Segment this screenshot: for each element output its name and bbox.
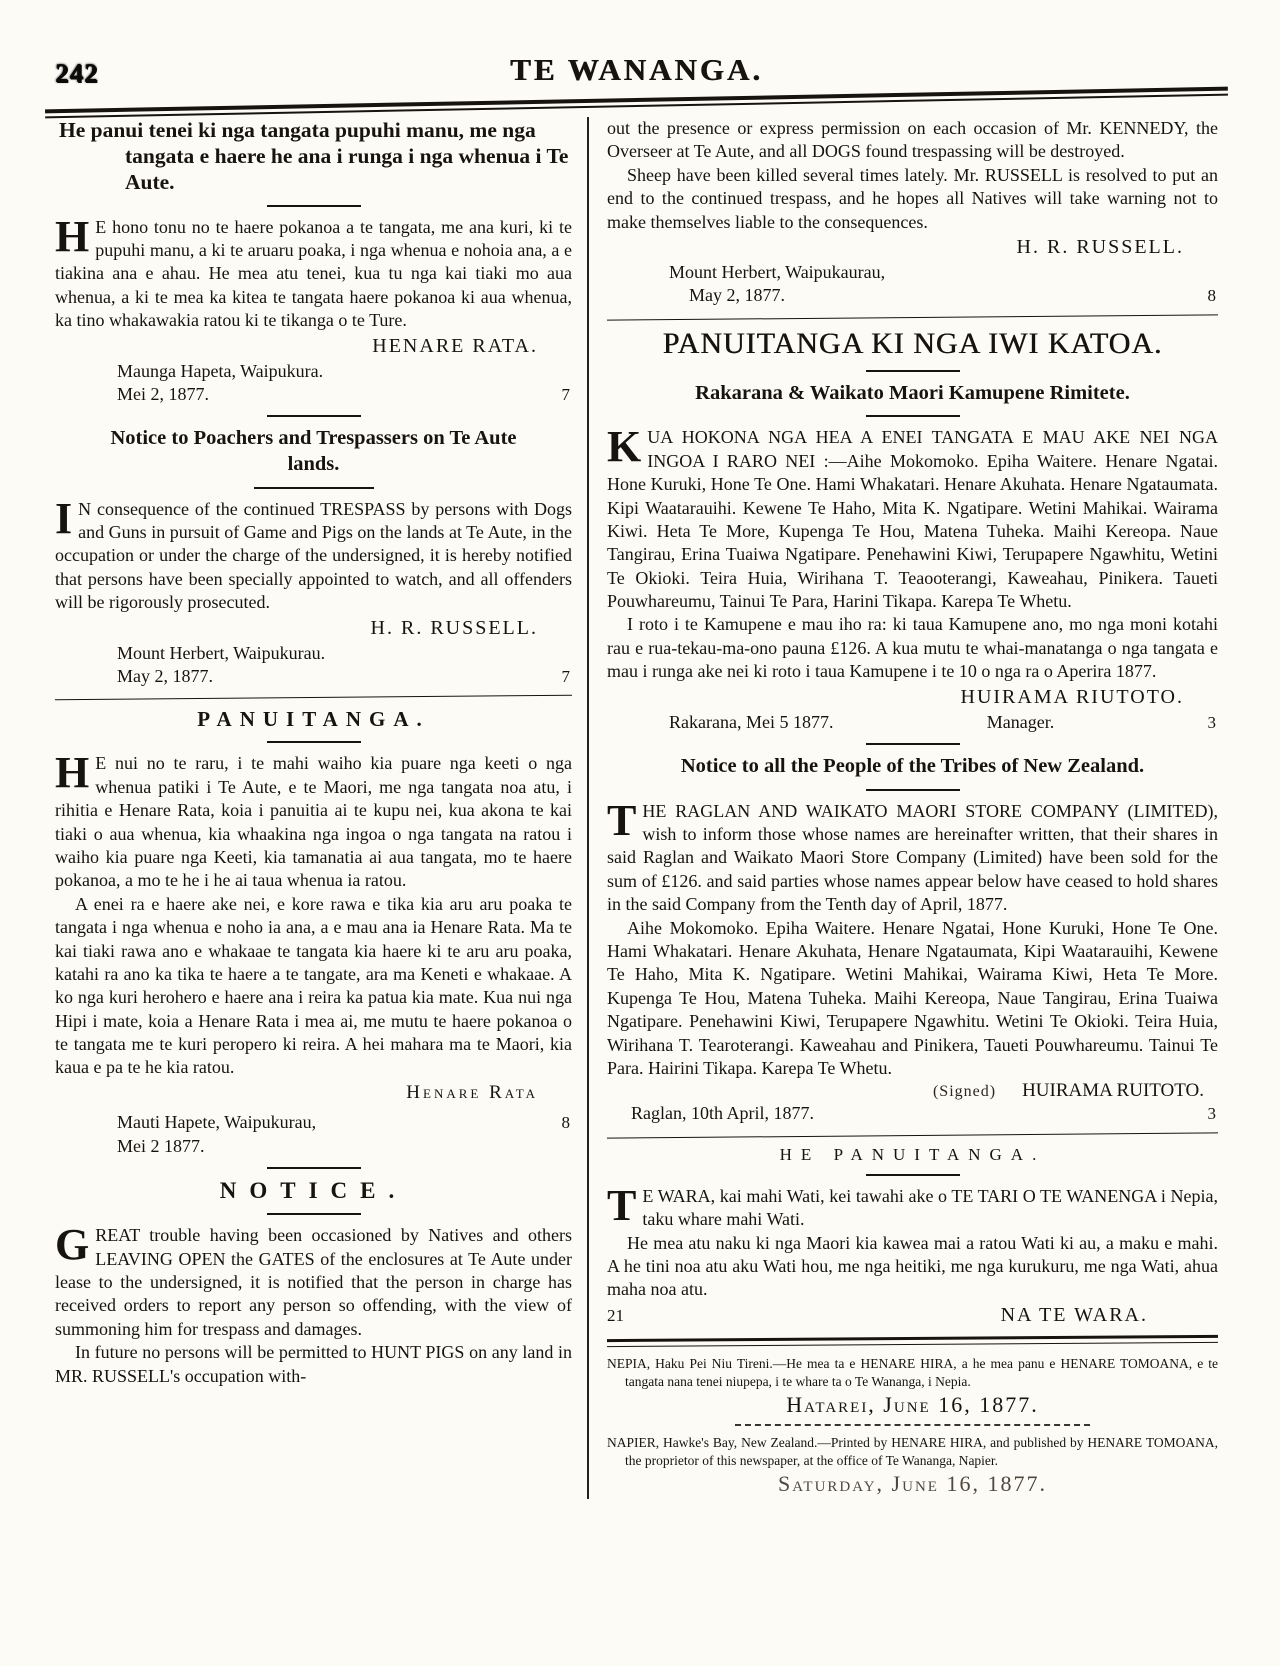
drop-cap: T — [607, 795, 637, 845]
article-notice — [55, 1178, 572, 1388]
article-notice-continued — [607, 117, 1218, 308]
article-body — [607, 795, 1218, 917]
signature: HUIRAMA RUITOTO. — [1022, 1080, 1204, 1102]
body-text: E nui no te raru, i te mahi waiho kia puare nga keeti o nga whenua patiki i Te Aute, e te Maori, me nga tangata noa atu, i rihitia e Henare Rata, koia i panuitia ai te kupu nei, kua akona te kai tiaki o aua whenua, kia whaakina nga ingoa o nga tangata na ratou i waiho kia puare nga Keeti, kia tamanatia ai aua tangata, mo te haere pokanoa, a mo te he i he ai taua whenua ia ratou. — [55, 753, 572, 891]
section-rule — [267, 1213, 361, 1215]
section-rule — [866, 1174, 960, 1176]
place-line: Mount Herbert, Waipukaurau, — [669, 261, 886, 282]
article-body: Aihe Mokomoko. Epiha Waitere. Henare Ngatai, Hone Kuruki, Hone Te One. Hami Whakatari. Henare Akuhata, Henare Ngataumata, Kipi Waatarauihi, Kewene Te Haho, Mita K. Ngatipare. Wetini Mahikai, Wairama Kiwi, Heta Te More. Kupenga Te Hou, Matena Tuheka. Maihi Kereopa, Naue Tangirau, Erina Tuaiwa Ngatipare. Penehawini Kiwi, Terupapere Ngawhitu. Wetini Te Okioki. Teira Huia, Wirihana T. Tearoterangi. Kaweahau and Pinikera, Taueti Pouwhareumu. Tainui Te Para. Hairini Tikapa. Karepa Te Whetu. — [607, 917, 1218, 1078]
article-he-panuitanga — [607, 1145, 1218, 1329]
signature: HUIRAMA RIUTOTO. — [960, 685, 1184, 708]
article-heading: Notice to Poachers and Trespassers on Te Aute lands. — [110, 427, 517, 476]
body-text: E hono tonu no te haere pokanoa a te tangata, me ana kuri, ki te pupuhi manu, a ki te aruaru poaka, i nga whenua e nohoia ana, a e tiakina ana e ahau. He mea atu tenei, kua tu nga kai tiaki mo aua whenua, a ki te mea ka kitea te tangata haere pokanoa ki aua whenua, ka tino whakawakia ratou ki te tikanga o te Ture. — [55, 216, 572, 331]
place-line: Mauti Hapete, Waipukurau, — [117, 1112, 317, 1133]
advert-ref: 3 — [1207, 1104, 1216, 1124]
article-body: Sheep have been killed several times lately. Mr. RUSSELL is resolved to put an end to the continued trespass, and he hopes all Natives will take warning not to make themselves liable to the consequences. — [607, 164, 1218, 232]
page-header — [55, 30, 1218, 96]
imprint-date-maori: Hatarei, June 16, 1877. — [786, 1392, 1039, 1418]
signature: NA TE WARA. — [1000, 1303, 1148, 1326]
article-body: In future no persons will be permitted to HUNT PIGS on any land in MR. RUSSELL's occupation with- — [55, 1342, 572, 1386]
date-line: Mei 2 1877. — [117, 1135, 205, 1156]
advert-ref: 8 — [1207, 286, 1216, 306]
column-rule — [607, 1132, 1218, 1138]
signature: Henare Rata — [406, 1081, 538, 1103]
place-row — [607, 1102, 1218, 1125]
article-body: I roto i te Kamupene e mau iho ra: ki taua Kamupene ano, mo nga moni kotahi rau e rua-tekau-ma-ono pauna £126. A kua mutu te whai-manatanga o nga tangata e mau i runga ake nei ki roto i taua Kamupene i te 10 o nga ra o Aperira 1877. — [607, 614, 1218, 682]
imprint-maori: NEPIA, Haku Pei Niu Tireni.—He mea ta e HENARE HIRA, a he mea panu e HENARE TOMOANA, e te tangata nana tenei niupepa, i te whare ta o Te Wananga, i Nepia. — [607, 1355, 1218, 1389]
section-rule — [866, 789, 960, 791]
article-body — [607, 1180, 1218, 1232]
section-rule — [267, 205, 361, 207]
body-text: E WARA, kai mahi Wati, kei tawahi ake o TE TARI O TE WANENGA i Nepia, taku whare mahi Wati. — [642, 1185, 1218, 1230]
place-row — [55, 1111, 572, 1134]
article-subheading: Rakarana & Waikato Maori Kamupene Rimitete. — [695, 381, 1130, 404]
place-line: Mount Herbert, Waipukurau. — [117, 642, 326, 663]
section-rule — [866, 415, 960, 417]
body-text: UA HOKONA NGA HEA A ENEI TANGATA E MAU AKE NEI NGA INGOA I RARO NEI :—Aihe Mokomoko. Epiha Waitere. Henare Ngatai. Hone Kuruki, Hone Te One. Hami Whakatari. Henare Akuhata. Henare Ngataumata. Kipi Waatarauihi. Kewene Te Haho, Mita K. Ngatipare. Wetini Mahikai. Wairama Kiwi. Heta Te More, Kupenga Te Hou, Matena Tuheka. Maihi Kereopa. Naue Tangirau, Erina Tuaiwa Ngatipare. Penehawini Kiwi, Terupapere Ngawhitu, Wetini Te Okioki. Teira Huia, Wirihana T. Teaooterangi, Kaweahau, Pinikera. Taueti Pouwhareumu, Tainui Te Para, Harini Tikapa. Karepa Te Whetu. — [607, 427, 1218, 612]
article-body — [55, 748, 572, 892]
article-heading: HE PANUITANGA. — [779, 1144, 1046, 1164]
article-body: out the presence or express permission on each occasion of Mr. KENNEDY, the Overseer at Te Aute, and all DOGS found trespassing will be destroyed. — [607, 118, 1218, 162]
place-line: Raglan, 10th April, 1877. — [631, 1103, 814, 1124]
signed-row — [607, 1080, 1218, 1102]
section-rule — [267, 1167, 361, 1169]
imprint-rule — [607, 1335, 1218, 1347]
article-body — [55, 1220, 572, 1341]
drop-cap: H — [55, 211, 90, 261]
column-rule — [55, 695, 572, 701]
advert-ref: 3 — [1207, 712, 1216, 732]
article-body: A enei ra e haere ake nei, e kore rawa e tika kia aru aru poaka te tangata i nga whenua e noho ia ana, a e mau ana ia Henare Rata. Ma te kai tiaki rawa ano e whakaae te tangata kia haere ki te aru aru poaka, katahi ra ano ka tika te haere a te tangate, ara ma Keneti e whakaae. A ko nga kuri herohero e haere ana i reira ka patua kia mate. Kua nui nga Hipi i mate, koia a Henare Rata i mea ai, me mutu te haere pokanoa o te tangata me te kuri peropero ki reira. A hei mahara ma te Maori, kia kaua e pa te he kia ratou. — [55, 893, 572, 1078]
drop-cap: K — [607, 422, 642, 472]
drop-cap: I — [55, 493, 73, 543]
date-line: Mei 2, 1877. — [117, 384, 209, 404]
drop-cap: T — [607, 1180, 637, 1230]
date-row — [55, 665, 572, 688]
right-column — [587, 117, 1218, 1499]
drop-cap: G — [55, 1220, 90, 1270]
place-line: Rakarana, Mei 5 1877. — [669, 711, 834, 732]
signature: H. R. RUSSELL. — [370, 616, 538, 639]
date-line: May 2, 1877. — [689, 285, 785, 306]
body-text: HE RAGLAN AND WAIKATO MAORI STORE COMPANY (LIMITED), wish to inform those whose names are hereinafter written, that their shares in said Raglan and Waikato Maori Store Company (Limited) have been sold for the sum of £126. and said parties whose names appear below have ceased to hold shares in the said Company from the Tenth day of April, 1877. — [607, 800, 1218, 915]
date-row — [607, 284, 1218, 307]
imprint-divider — [735, 1424, 1089, 1426]
advert-ref: 7 — [561, 385, 570, 404]
column-rule — [607, 314, 1218, 320]
masthead-title: TE WANANGA. — [510, 52, 763, 87]
signature: HENARE RATA. — [372, 334, 538, 357]
article-panuitanga — [55, 707, 572, 1158]
article-panui-te-aute — [55, 117, 572, 406]
place-row — [607, 711, 1218, 734]
article-body — [55, 211, 572, 333]
article-heading: NOTICE. — [219, 1178, 408, 1204]
column-layout — [55, 117, 1218, 1499]
advert-ref: 7 — [561, 666, 570, 686]
imprint-english: NAPIER, Hawke's Bay, New Zealand.—Printed by HENARE HIRA, and published by HENARE TOMOANA, the proprietor of this newspaper, at the office of Te Wananga, Napier. — [607, 1434, 1218, 1468]
left-column — [55, 117, 587, 1499]
article-heading: PANUITANGA KI NGA IWI KATOA. — [662, 326, 1163, 360]
imprint-date-english: Saturday, June 16, 1877. — [778, 1471, 1047, 1497]
body-text: N consequence of the continued TRESPASS by persons with Dogs and Guns in pursuit of Game and Pigs on the lands at Te Aute, in the occupation or under the charge of the undersigned, it is hereby notified that persons have been specially appointed to watch, and all offenders will be rigorously prosecuted. — [55, 498, 572, 613]
advert-ref: 21 — [607, 1305, 624, 1325]
imprint-block — [607, 1355, 1218, 1499]
article-body: He mea atu naku ki nga Maori kia kawea mai a ratou Wati ki au, a maku e mahi. A he tini noa atu aku Wati hou, me nga heitiki, me nga kurukuru, me nga Wati, ahua maha noa atu. — [607, 1232, 1218, 1300]
section-rule — [267, 741, 361, 743]
article-body — [55, 493, 572, 615]
article-heading: PANUITANGA. — [197, 707, 430, 732]
signature-role: Manager. — [986, 711, 1055, 732]
ref-row — [607, 1302, 1218, 1329]
article-heading: He panui tenei ki nga tangata pupuhi manu, me nga tangata e haere he ana i runga i nga whenua i Te Aute. — [59, 118, 569, 195]
advert-ref: 8 — [561, 1113, 570, 1133]
article-body — [607, 422, 1218, 613]
date-row — [55, 383, 572, 406]
section-rule — [866, 370, 960, 372]
article-tribes-notice — [607, 754, 1218, 1126]
section-rule — [254, 487, 374, 489]
date-line: May 2, 1877. — [117, 665, 213, 686]
page-number: 242 — [55, 58, 99, 88]
section-rule — [267, 415, 361, 417]
signed-label: (Signed) — [932, 1083, 997, 1101]
article-heading: Notice to all the People of the Tribes of New Zealand. — [680, 755, 1145, 778]
drop-cap: H — [55, 748, 90, 798]
article-poachers-notice — [55, 426, 572, 688]
body-text: REAT trouble having been occasioned by Natives and others LEAVING OPEN the GATES of the enclosures at Te Aute under lease to the undersigned, it is notified that the person in charge has received orders to report any person so offending, with the view of summoning him for trespass and damages. — [55, 1225, 572, 1339]
signature: H. R. RUSSELL. — [1016, 235, 1184, 258]
section-rule — [866, 743, 960, 745]
article-kamupene — [607, 327, 1218, 734]
place-line: Maunga Hapeta, Waipukura. — [117, 360, 324, 381]
